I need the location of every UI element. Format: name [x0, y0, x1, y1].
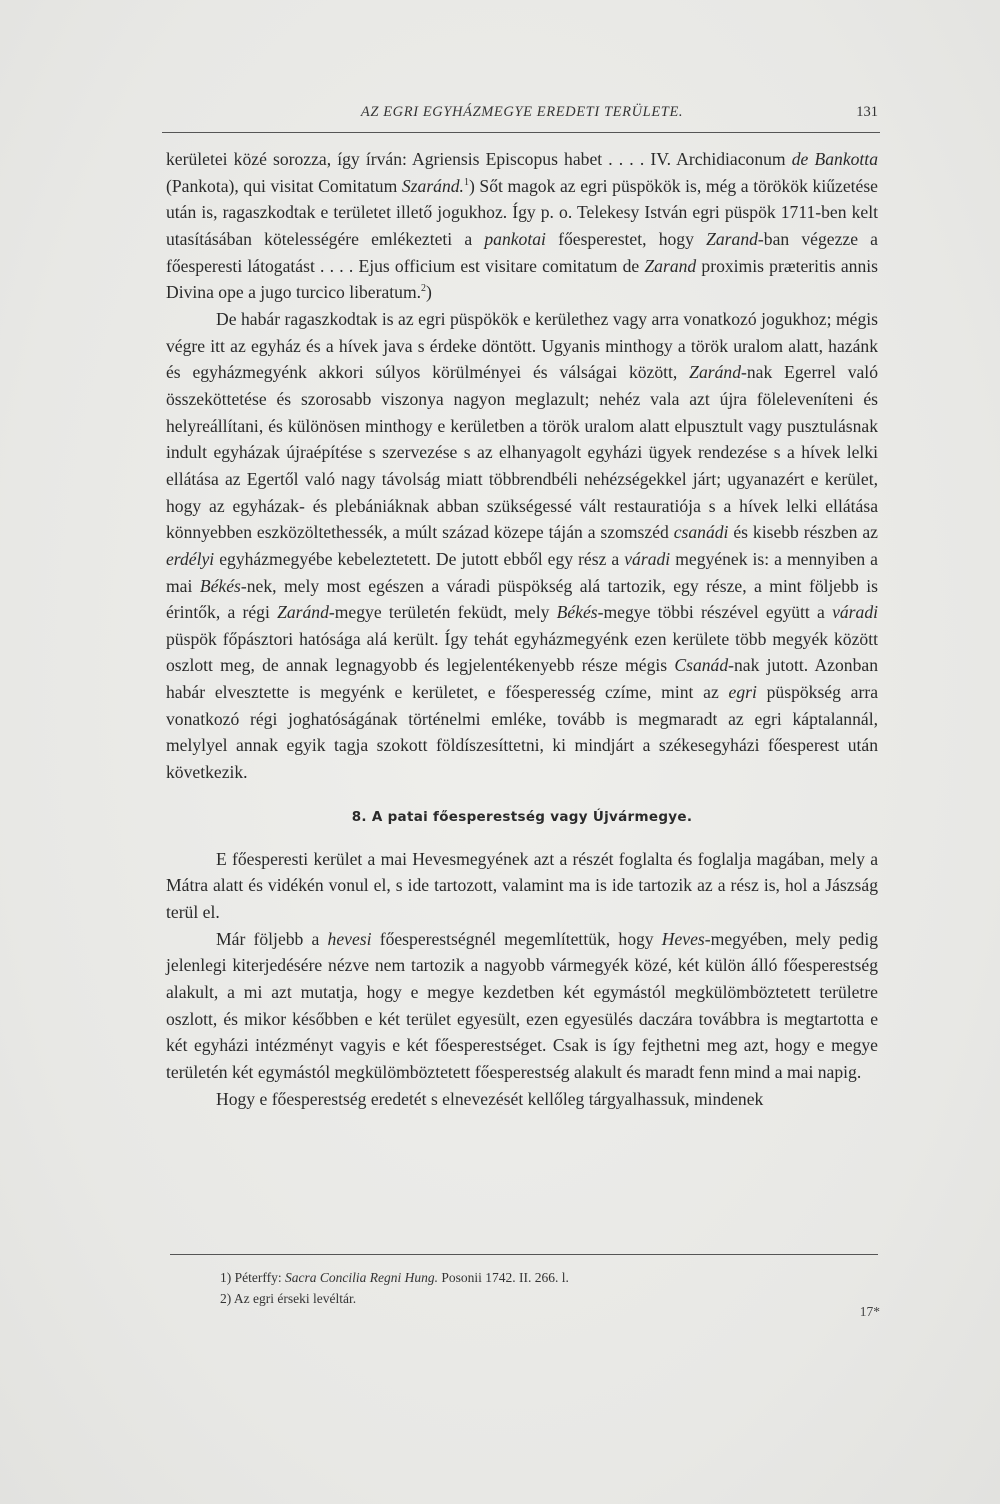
italic-term: váradi — [624, 548, 671, 569]
footnotes — [220, 1267, 860, 1309]
italic-term: egri — [728, 682, 757, 703]
italic-term: váradi — [832, 602, 879, 623]
text-run: egyházmegyébe kebeleztetett. De jutott ebből egy rész a — [214, 548, 625, 569]
italic-term: Szaránd. — [401, 175, 464, 196]
page-number: 131 — [856, 104, 878, 120]
paragraph — [166, 146, 878, 306]
text-run: -nak jutott. Azonban habár elvesztette is megyénk e kerületet, e főesperesség czíme, mint az — [166, 655, 878, 703]
main-text — [166, 146, 878, 1112]
text-run: főesperestet, hogy — [545, 228, 707, 249]
italic-term: Csanád — [674, 655, 729, 676]
paragraph — [166, 306, 878, 786]
italic-term: erdélyi — [166, 548, 215, 569]
text-run: -nek, mely most egészen a váradi püspökség alá tartozik, egy része, a mint följebb is érintők, a régi — [166, 575, 878, 623]
text-run: és kisebb részben az — [728, 522, 878, 543]
text-run: Már följebb a — [216, 928, 328, 949]
paragraph — [166, 846, 878, 926]
italic-term: Zaránd — [689, 362, 741, 383]
italic-term: pankotai — [484, 228, 546, 249]
paragraphs-top — [166, 146, 878, 786]
paragraphs-section — [166, 846, 878, 1113]
paragraph — [166, 926, 878, 1086]
italic-term: hevesi — [327, 928, 372, 949]
text-run: kerületei közé sorozza, így írván: Agriensis Episcopus habet . . . . IV. Archidiaconum — [166, 149, 792, 169]
italic-term: de Bankotta — [791, 149, 878, 169]
text-run: püspökség arra vonatkozó régi joghatóságának történelmi emléke, tovább is megmaradt az egri káptalannál, melylyel annak egyik tagja szokott földíszesíttetni, ki mindjárt a székesegyházi főesperest után következik. — [166, 682, 878, 783]
text-run: -nak Egerrel való összeköttetése és szorosabb viszonya nagyon meglazult; nehéz vala azt újra föleleveníteni és helyreállítani, és különösen minthogy e kerületben a török uralom alatt elpusztult vagy pusztulásnak indult egyházak újraépítése s szervezése s az elhanyagolt egyházi ügyek rendezése s a hívek lelki ellátása az Egertől való nagy távolság miatt többrendbéli nehézségekkel járt; ugyanazért e kerület, hogy az egyházak- és plebániáknak abban szükségessé vált restauratiója s a hívek lelki ellátása könnyebben eszközöltethessék, a múlt század közepe táján a szomszéd — [166, 362, 878, 543]
text-run: ) Sőt magok az egri püspökök is, még a törökök kiűzetése után is, ragaszkodtak e területet illető jogukhoz. Így p. o. Telekesy István egri püspök 1711-ben kelt utasításában kötelességére emlékezteti a — [166, 175, 878, 249]
italic-term: Békés — [556, 602, 598, 623]
italic-term: Békés — [199, 575, 241, 596]
footnote-rule — [170, 1254, 878, 1255]
header-rule — [162, 132, 880, 133]
footnote-marker: 1) — [220, 1270, 235, 1285]
text-run: De habár ragaszkodtak is az egri püspökök e kerülethez vagy arra vonatkozó jogukhoz; mégis végre itt az egyház és a hívek java s érdeke döntött. Ugyanis minthogy a török uralom alatt, hazánk és egyházmegyénk akkori súlyos körülményei és válságai között, — [166, 308, 878, 383]
footnote-ref: 1 — [463, 176, 469, 188]
italic-term: Zarand — [644, 255, 697, 276]
paragraph — [166, 1086, 878, 1113]
text-run: ) — [426, 282, 432, 303]
text-run: proximis præteritis annis Divina ope a jugo turcico liberatum. — [166, 255, 878, 303]
section-heading: 8. A patai főesperestség vagy Újvármegye. — [351, 808, 693, 825]
text-run: -megye területén feküdt, mely — [328, 602, 557, 623]
text-run: Posonii 1742. II. 266. l. — [437, 1270, 569, 1285]
footnote — [220, 1267, 860, 1288]
footnote-ref: 2 — [421, 283, 427, 295]
italic-term: Zarand — [706, 228, 758, 249]
text-run: megyének is: a mennyiben a mai — [166, 548, 878, 596]
text-run: -megyében, mely pedig jelenlegi kiterjedésére nézve nem tartozik a nagyobb vármegyék közé, két külön álló főesperestség alakult, a mi azt mutatja, hogy e megye kezdetben két egymástól megkülömböztetett területre oszlott, és mikor későbben e két terület egyesült, ezen egyesülés daczára továbbra is megtartotta e két egyházi intézményt vagyis e két főesperestséget. Csak is így fejthetni meg azt, hogy e megye területén két egymástól megkülömböztetett főesperestség alakult és maradt fenn mind a mai napig. — [166, 928, 878, 1082]
text-run: -ban végezze a főesperesti látogatást . . . . Ejus officium est visitare comitatum de — [166, 228, 878, 276]
text-run: Péterffy: — [234, 1270, 285, 1285]
italic-term: Sacra Concilia Regni Hung. — [285, 1270, 438, 1285]
text-run: (Pankota), qui visitat Comitatum — [166, 175, 402, 196]
text-run: püspök főpásztori hatósága alá került. Így tehát egyházmegyénk ezen kerülete több megyék között oszlott meg, de annak legnagyobb és legjelentékenyebb része mégis — [166, 628, 878, 676]
text-run: E főesperesti kerület a mai Hevesmegyének azt a részét foglalta és foglalja magában, mely a Mátra alatt és vidékén vonul el, s ide tartozott, valamint ma is ide tartozik az a rész is, hol a Jászság terül el. — [166, 848, 878, 923]
italic-term: csanádi — [673, 522, 729, 543]
footnote — [220, 1288, 860, 1309]
text-run: -megye többi részével együtt a — [597, 602, 833, 623]
italic-term: Heves — [661, 928, 705, 949]
running-title: AZ EGRI EGYHÁZMEGYE EREDETI TERÜLETE. — [360, 104, 684, 120]
page-header — [166, 104, 878, 128]
printer-signature: 17* — [859, 1304, 880, 1319]
text-run: főesperestségnél megemlítettük, hogy — [371, 928, 662, 949]
footnote-marker: 2) — [220, 1291, 234, 1306]
italic-term: Zaránd — [277, 602, 329, 623]
text-run: Hogy e főesperestség eredetét s elnevezését kellőleg tárgyalhassuk, mindenek — [216, 1088, 764, 1109]
text-run: Az egri érseki levéltár. — [233, 1291, 357, 1306]
